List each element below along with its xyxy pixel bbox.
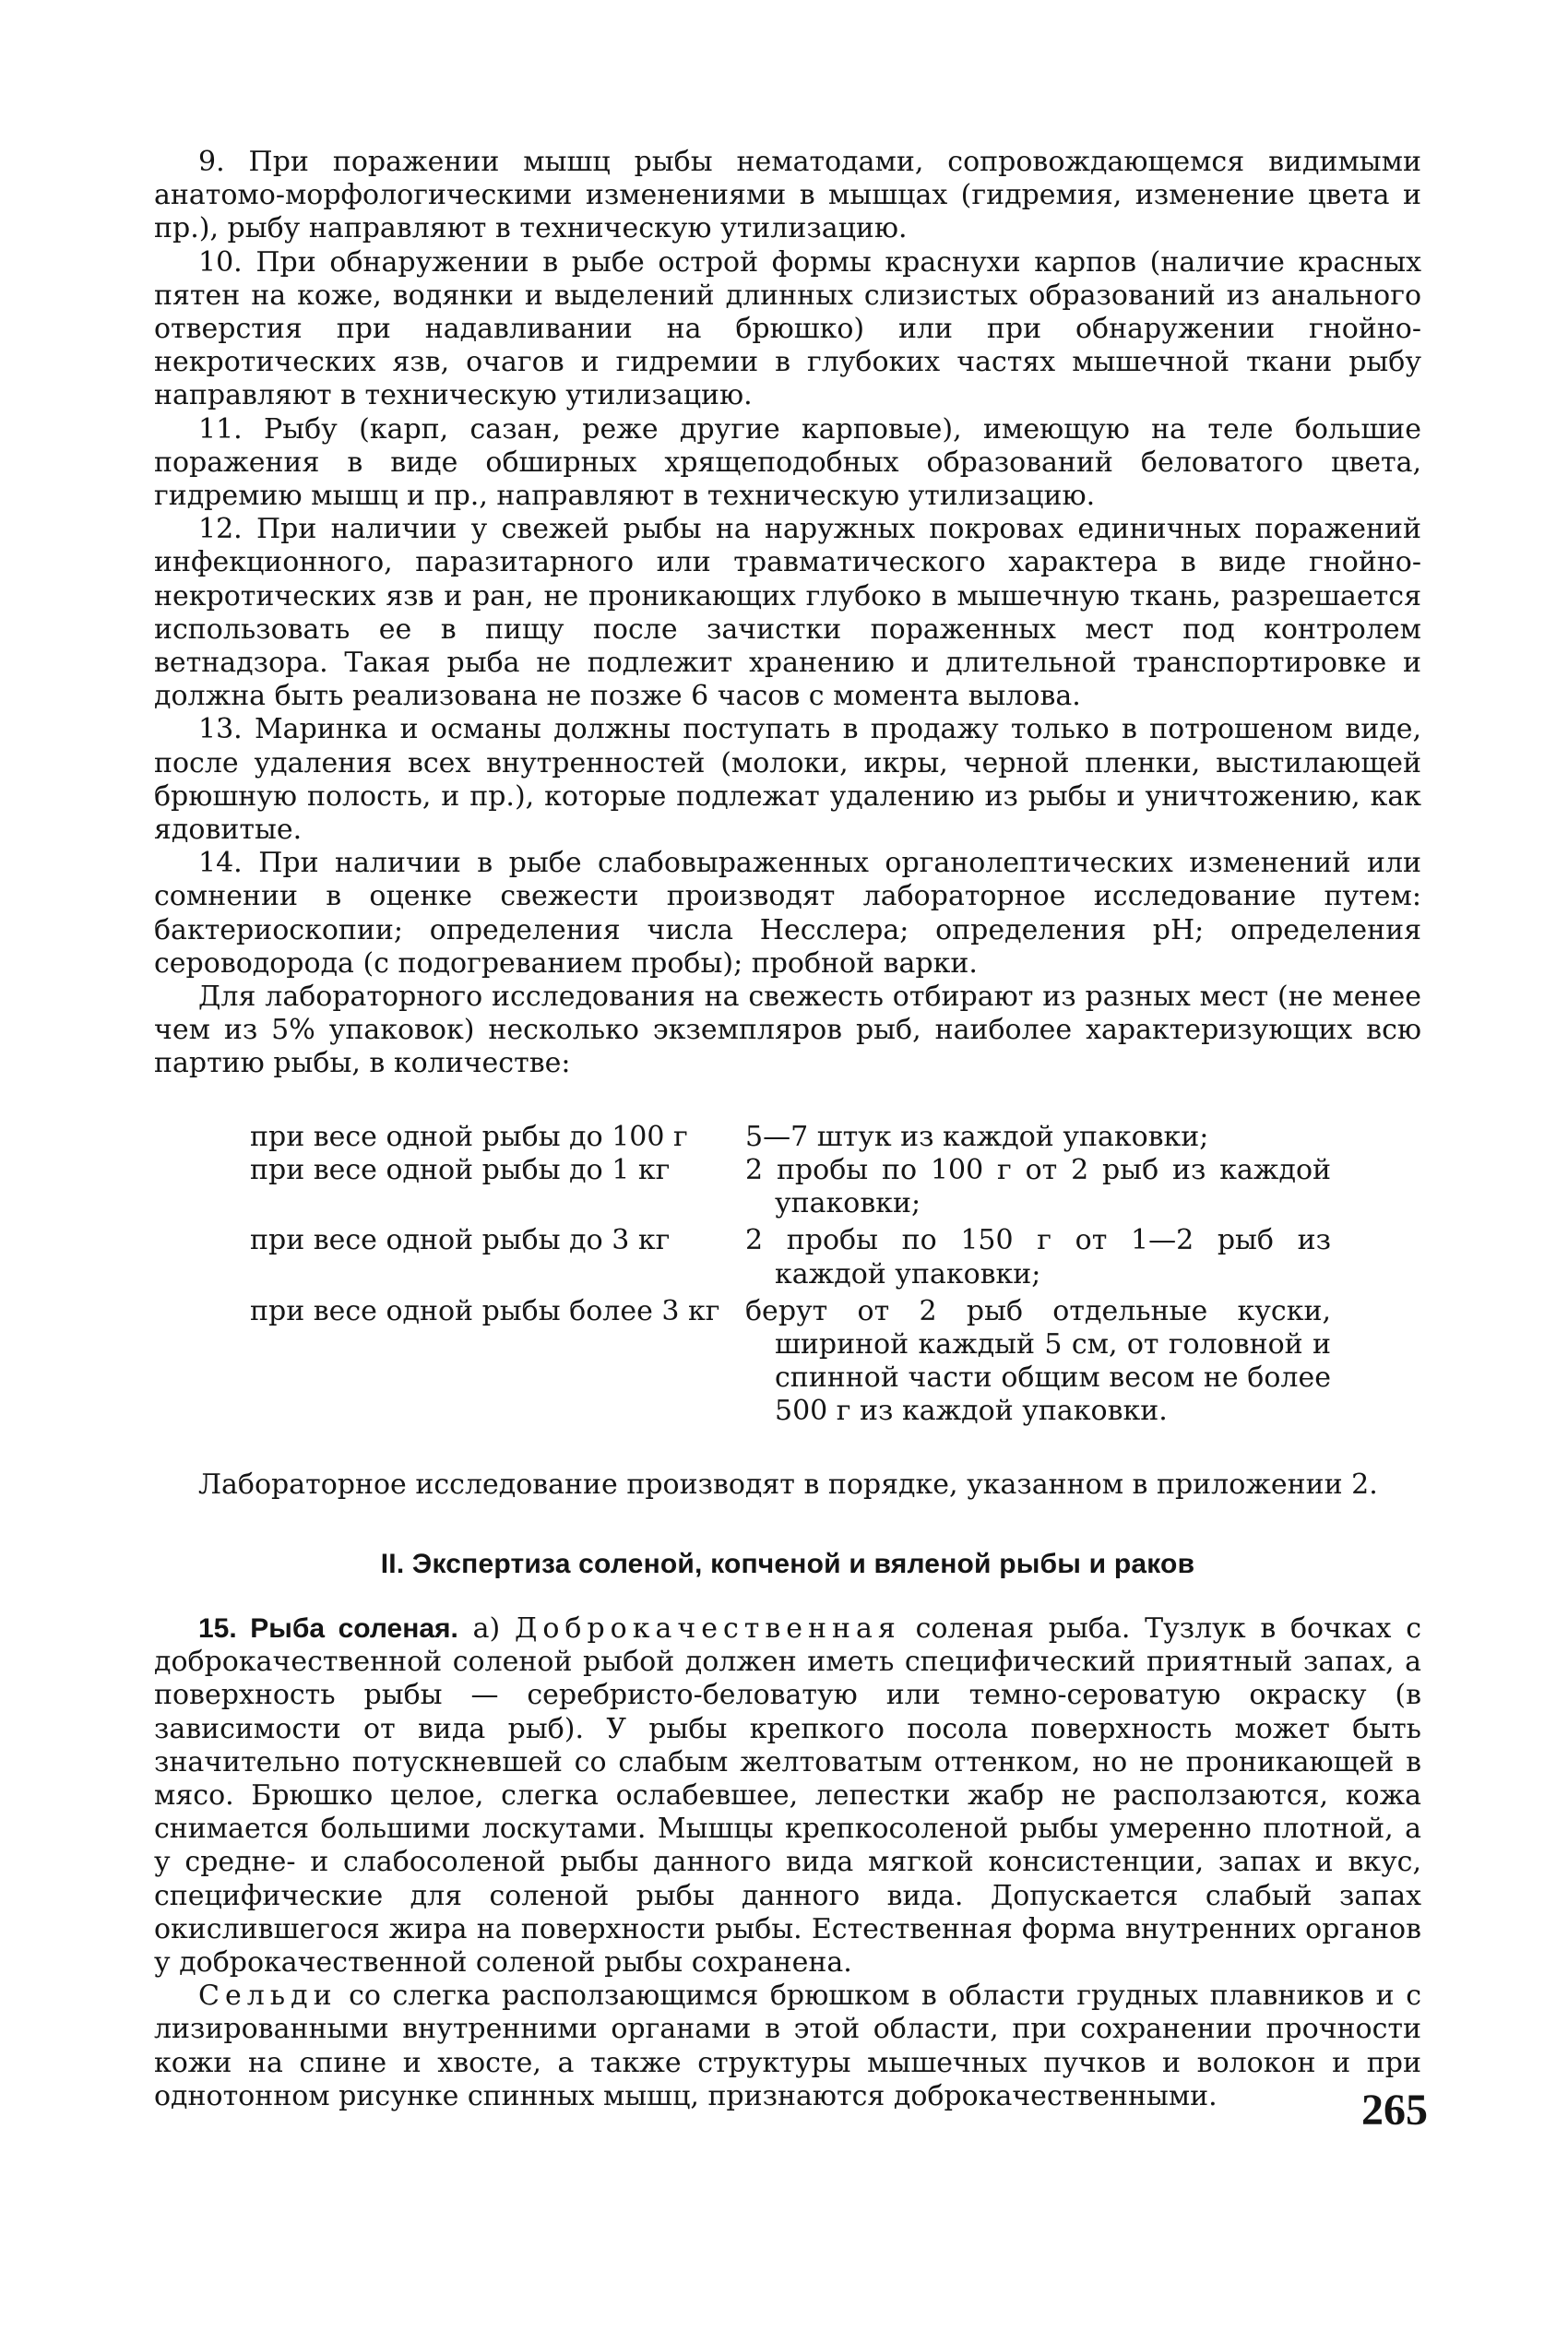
- paragraph-text: соленая рыба. Тузлук в бочках с доброкачественной соленой рыбой должен иметь специфический приятный запах, а поверхность рыбы — серебристо-беловатую или темно-сероватую окраску (в зависимости от вида рыб). У рыбы крепкого посола поверхность может быть значительно потускневшей со слабым желтоватым оттенком, но не проникающей в мясо. Брюшко целое, слегка ослабевшее, лепестки жабр не расползаются, кожа снимается большими лоскутами. Мышцы крепкосоленой рыбы умеренно плотной, а у средне- и слабосоленой рыбы данного вида мягкой консистенции, запах и вкус, специфические для соленой рыбы данного вида. Допускается слабый запах окислившегося жира на поверхности рыбы. Естественная форма внутренних органов у доброкачественной соленой рыбы сохранена.: [154, 1611, 1421, 1979]
- lab-note: Лабораторное исследование производят в порядке, указанном в приложении 2.: [198, 1468, 1378, 1501]
- paragraph-11: 11. Рыбу (карп, сазан, реже другие карповые), имеющую на теле большие поражения в виде обширных хрящеподобных образований беловатого цвета, гидремию мышц и пр., направляют в техническую утилизацию.: [154, 412, 1421, 513]
- weight-condition: при весе одной рыбы до 100 г: [250, 1120, 688, 1153]
- sample-amount: 2 пробы по 150 г от 1—2 рыб из каждой упаковки;: [745, 1224, 1331, 1290]
- sample-amount: 2 пробы по 100 г от 2 рыб из каждой упаковки;: [745, 1153, 1331, 1220]
- page-number: 265: [1361, 2086, 1428, 2135]
- sample-amount: 5—7 штук из каждой упаковки;: [745, 1120, 1209, 1153]
- table-row: [250, 1121, 1331, 1154]
- paragraph-15: [154, 1612, 1421, 1980]
- sampling-table: [250, 1121, 1331, 1429]
- paragraph-12: 12. При наличии у свежей рыбы на наружных покровах единичных поражений инфекционного, паразитарного или травматического характера в виде гнойно-некротических язв и ран, не проникающих глубоко в мышечную ткань, разрешается использовать ее в пищу после зачистки пораженных мест под контролем ветнадзора. Такая рыба не подлежит хранению и длительной транспортировке и должна быть реализована не позже 6 часов с момента вылова.: [154, 513, 1421, 713]
- paragraph-14-sampling-intro: Для лабораторного исследования на свежесть отбирают из разных мест (не менее чем из 5% упаковок) несколько экземпляров рыб, наиболее характеризующих всю партию рыбы, в количестве:: [154, 981, 1421, 1080]
- table-row: [250, 1291, 1331, 1429]
- section-title: II. Экспертиза соленой, копченой и вяленой рыбы и раков: [380, 1548, 1195, 1579]
- text-column: [154, 146, 1421, 2113]
- spaced-term: Доброкачественная: [514, 1611, 901, 1645]
- paragraph-14: 14. При наличии в рыбе слабовыраженных органолептических изменений или сомнении в оценке свежести производят лабораторное исследование путем: бактериоскопии; определения числа Несслера; определения pH; определения сероводорода (с подогреванием пробы); пробной варки.: [154, 847, 1421, 980]
- spaced-term: Сельди: [198, 1980, 338, 2013]
- table-row: [250, 1220, 1331, 1290]
- sub-item-label: а): [472, 1611, 501, 1645]
- weight-condition: при весе одной рыбы более 3 кг: [250, 1294, 720, 1327]
- paragraph-10: 10. При обнаружении в рыбе острой формы краснухи карпов (наличие красных пятен на коже, водянки и выделений длинных слизистых образований из анального отверстия при надавливании на брюшко) или при обнаружении гнойно-некротических язв, очагов и гидремии в глубоких частях мышечной ткани рыбу направляют в техническую утилизацию.: [154, 245, 1421, 412]
- paragraph-13: 13. Маринка и османы должны поступать в продажу только в потрошеном виде, после удаления всех внутренностей (молоки, икры, черной пленки, выстилающей брюшную полость, и пр.), которые подлежат удалению из рыбы и уничтожению, как ядовитые.: [154, 713, 1421, 847]
- weight-condition: при весе одной рыбы до 3 кг: [250, 1224, 671, 1257]
- paragraph-9: 9. При поражении мышц рыбы нематодами, сопровождающемся видимыми анатомо-морфологическими изменениями в мышцах (гидремия, изменение цвета и пр.), рыбу направляют в техническую утилизацию.: [154, 146, 1421, 245]
- weight-condition: при весе одной рыбы до 1 кг: [250, 1153, 671, 1186]
- table-row: [250, 1154, 1331, 1220]
- paragraph-16: [154, 1980, 1421, 2113]
- paragraph-text: со слегка расползающимся брюшком в области грудных плавников и с лизированными внутренними органами в этой области, при сохранении прочности кожи на спине и хвосте, а также структуры мышечных пучков и волокон и при однотонном рисунке спинных мышц, признаются доброкачественными.: [154, 1980, 1421, 2112]
- paragraph-lead: 15. Рыба соленая.: [198, 1612, 458, 1644]
- sample-amount: берут от 2 рыб отдельные куски, шириной каждый 5 см, от головной и спинной части общим весом не более 500 г из каждой упаковки.: [745, 1294, 1331, 1428]
